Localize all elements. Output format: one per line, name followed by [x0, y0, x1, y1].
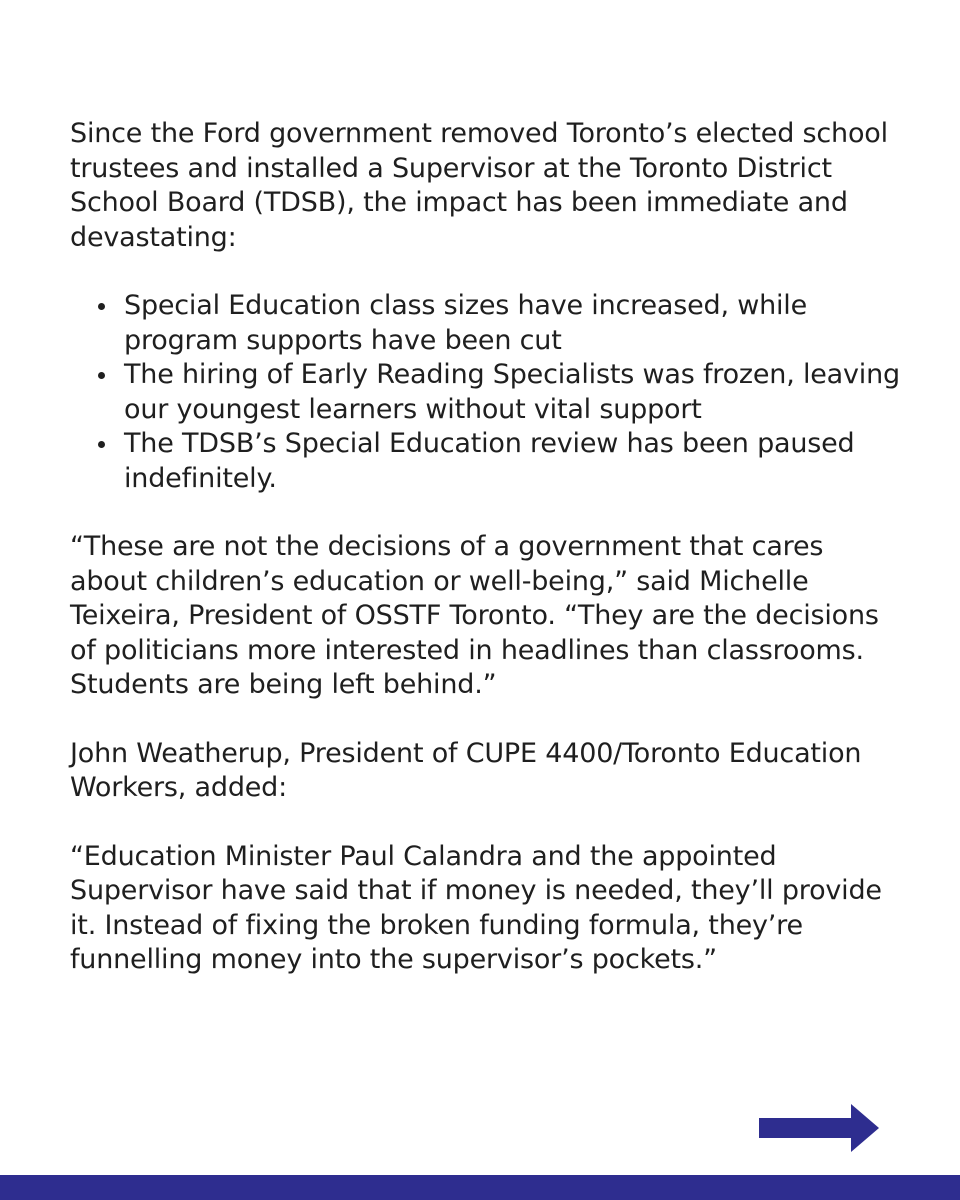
list-item: Special Education class sizes have increased, while program supports have been cut: [124, 289, 900, 358]
intro-paragraph: Since the Ford government removed Toronto’s elected school trustees and installed a Supervisor at the Toronto District School Board (TDSB), the impact has been immediate and devastating:: [70, 118, 888, 253]
teixeira-quote: “These are not the decisions of a government that cares about children’s education or well-being,” said Michelle Teixeira, President of OSSTF Toronto. “They are the decisions of politicians more interested in headlines than classrooms. Students are being left behind.”: [70, 531, 879, 700]
list-item: The TDSB’s Special Education review has been paused indefinitely.: [124, 427, 900, 496]
arrow-head: [851, 1104, 879, 1152]
weatherup-intro: John Weatherup, President of CUPE 4400/Toronto Education Workers, added:: [70, 737, 862, 803]
list-item: The hiring of Early Reading Specialists was frozen, leaving our youngest learners without vital support: [124, 358, 900, 427]
impact-list: [70, 289, 900, 496]
footer-bar: [0, 1175, 960, 1200]
arrow-right-icon: [759, 1104, 879, 1152]
arrow-shaft: [759, 1118, 851, 1138]
next-slide-button[interactable]: [759, 1104, 879, 1152]
weatherup-quote: “Education Minister Paul Calandra and the appointed Supervisor have said that if money is needed, they’ll provide it. Instead of fixing the broken funding formula, they’re funnelling money into the supervisor’s pockets.”: [70, 840, 882, 975]
article-body: [70, 117, 900, 978]
